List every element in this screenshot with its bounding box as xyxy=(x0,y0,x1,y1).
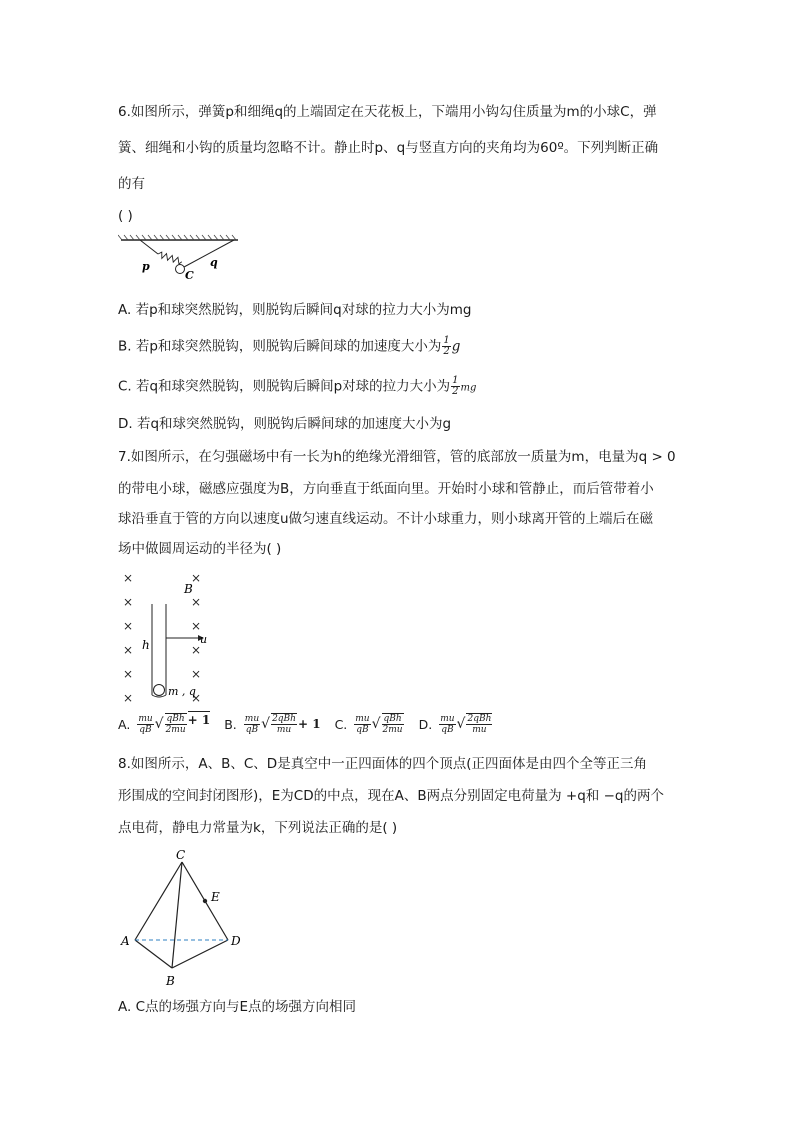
svg-text:×: × xyxy=(122,595,134,609)
q6-label-p: p xyxy=(142,260,150,273)
sqrt-fraction xyxy=(165,713,187,735)
q6-figure xyxy=(118,234,242,280)
q7-label-u: u xyxy=(200,633,208,646)
q7-label-b: B xyxy=(184,582,193,596)
q7-line-4: 场中做圆周运动的半径为( ) xyxy=(118,541,282,557)
q6-label-q: q xyxy=(210,256,218,269)
option-label: C. xyxy=(334,716,348,732)
sqrt-fraction xyxy=(271,713,297,735)
fraction xyxy=(439,714,455,735)
q6-label-c: C xyxy=(185,269,194,280)
frac-den: qB xyxy=(356,724,369,735)
svg-text:×: × xyxy=(122,571,134,585)
sqrt-sign: √ xyxy=(371,716,381,732)
q8-line-3: 点电荷，静电力常量为k，下列说法正确的是( ) xyxy=(118,820,398,836)
svg-text:×: × xyxy=(190,643,202,657)
q8-label-d: D xyxy=(231,934,241,948)
q6-line-1: 6.如图所示，弹簧p和细绳q的上端固定在天花板上，下端用小钩勾住质量为m的小球C，弹 xyxy=(118,104,657,120)
q7-option-a xyxy=(118,713,210,735)
frac-num: mu xyxy=(440,713,455,724)
plus-one: + 1 xyxy=(297,717,321,731)
q6-option-c-tail: mg xyxy=(460,382,477,394)
sqrt-sign: √ xyxy=(261,716,271,732)
q6-line-3: 的有 xyxy=(118,176,145,192)
q6-option-c-text: C. 若q和球突然脱钩，则脱钩后瞬间p对球的拉力大小为 xyxy=(118,378,451,395)
fraction xyxy=(137,714,153,735)
frac-num: qBh xyxy=(166,714,185,724)
frac-den: mu xyxy=(276,725,292,735)
svg-text:×: × xyxy=(122,691,134,704)
q7-figure xyxy=(118,568,218,704)
frac-den: 2 xyxy=(452,386,459,397)
option-label: A. xyxy=(118,716,131,732)
sqrt-fraction xyxy=(466,713,492,735)
q8-line-1: 8.如图所示，A、B、C、D是真空中一正四面体的四个顶点(正四面体是由四个全等正三角 xyxy=(118,756,647,772)
q6-option-b xyxy=(118,336,460,357)
q8-option-a: A. C点的场强方向与E点的场强方向相同 xyxy=(118,999,357,1015)
q7-options xyxy=(118,713,507,735)
frac-den: 2mu xyxy=(165,725,186,735)
frac-num: 2qBh xyxy=(467,714,492,724)
svg-text:×: × xyxy=(190,691,202,704)
frac-num: 1 xyxy=(443,335,450,346)
q7-line-1: 7.如图所示，在匀强磁场中有一长为h的绝缘光滑细管，管的底部放一质量为m，电量为q > 0 xyxy=(118,449,676,465)
q7-label-mq: m , q xyxy=(168,685,196,698)
q7-line-2: 的带电小球，磁感应强度为B，方向垂直于纸面向里。开始时小球和管静止，而后管带着小 xyxy=(118,481,654,497)
frac-num: mu xyxy=(244,713,260,724)
q6-option-d: D. 若q和球突然脱钩，则脱钩后瞬间球的加速度大小为g xyxy=(118,416,452,432)
svg-text:×: × xyxy=(190,667,202,681)
sqrt-fraction xyxy=(382,713,404,735)
q8-line-2: 形围成的空间封闭图形)，E为CD的中点，现在A、B两点分别固定电荷量为 +q和 −q的两个 xyxy=(118,788,664,804)
option-label: D. xyxy=(418,716,433,732)
frac-den: 2 xyxy=(443,346,450,357)
svg-text:×: × xyxy=(190,571,202,585)
frac-num: 2qBh xyxy=(272,714,296,724)
option-label: B. xyxy=(224,716,237,732)
q7-label-h: h xyxy=(142,638,150,652)
frac-den: qB xyxy=(139,724,152,735)
frac-num: 1 xyxy=(452,375,459,386)
q7-option-d xyxy=(419,713,494,735)
q8-label-e: E xyxy=(211,890,220,904)
q8-label-b: B xyxy=(166,974,175,988)
frac-num: mu xyxy=(355,713,370,724)
q6-answer-paren: ( ) xyxy=(118,208,133,224)
svg-text:×: × xyxy=(122,619,134,633)
frac-den: 2mu xyxy=(382,725,403,735)
q7-option-c xyxy=(335,713,405,735)
q8-label-a: A xyxy=(121,934,130,948)
frac-num: qBh xyxy=(383,714,402,724)
q6-option-a: A. 若p和球突然脱钩，则脱钩后瞬间q对球的拉力大小为mg xyxy=(118,302,472,318)
q7-option-b xyxy=(224,713,320,735)
q6-option-b-text: B. 若p和球突然脱钩，则脱钩后瞬间球的加速度大小为 xyxy=(118,338,442,355)
q6-option-b-fraction xyxy=(442,336,450,357)
plus-one: + 1 xyxy=(187,713,211,727)
q6-option-c xyxy=(118,376,476,399)
q6-option-b-tail: g xyxy=(451,338,461,355)
sqrt-sign: √ xyxy=(456,716,466,732)
q8-label-c: C xyxy=(176,848,186,862)
frac-num: mu xyxy=(138,713,153,724)
frac-den: qB xyxy=(441,724,454,735)
svg-text:×: × xyxy=(122,667,134,681)
svg-text:×: × xyxy=(122,643,134,657)
q8-tetrahedron-figure xyxy=(116,844,256,990)
sqrt-sign: √ xyxy=(154,716,164,732)
fraction xyxy=(244,714,260,735)
q6-option-c-fraction xyxy=(451,376,459,397)
frac-den: qB xyxy=(245,724,259,735)
frac-den: mu xyxy=(472,725,487,735)
svg-text:×: × xyxy=(190,619,202,633)
q6-line-2: 簧、细绳和小钩的质量均忽略不计。静止时p、q与竖直方向的夹角均为60º。下列判断正确 xyxy=(118,140,659,156)
svg-text:×: × xyxy=(190,595,202,609)
q7-line-3: 球沿垂直于管的方向以速度u做匀速直线运动。不计小球重力，则小球离开管的上端后在磁 xyxy=(118,511,654,527)
fraction xyxy=(354,714,370,735)
